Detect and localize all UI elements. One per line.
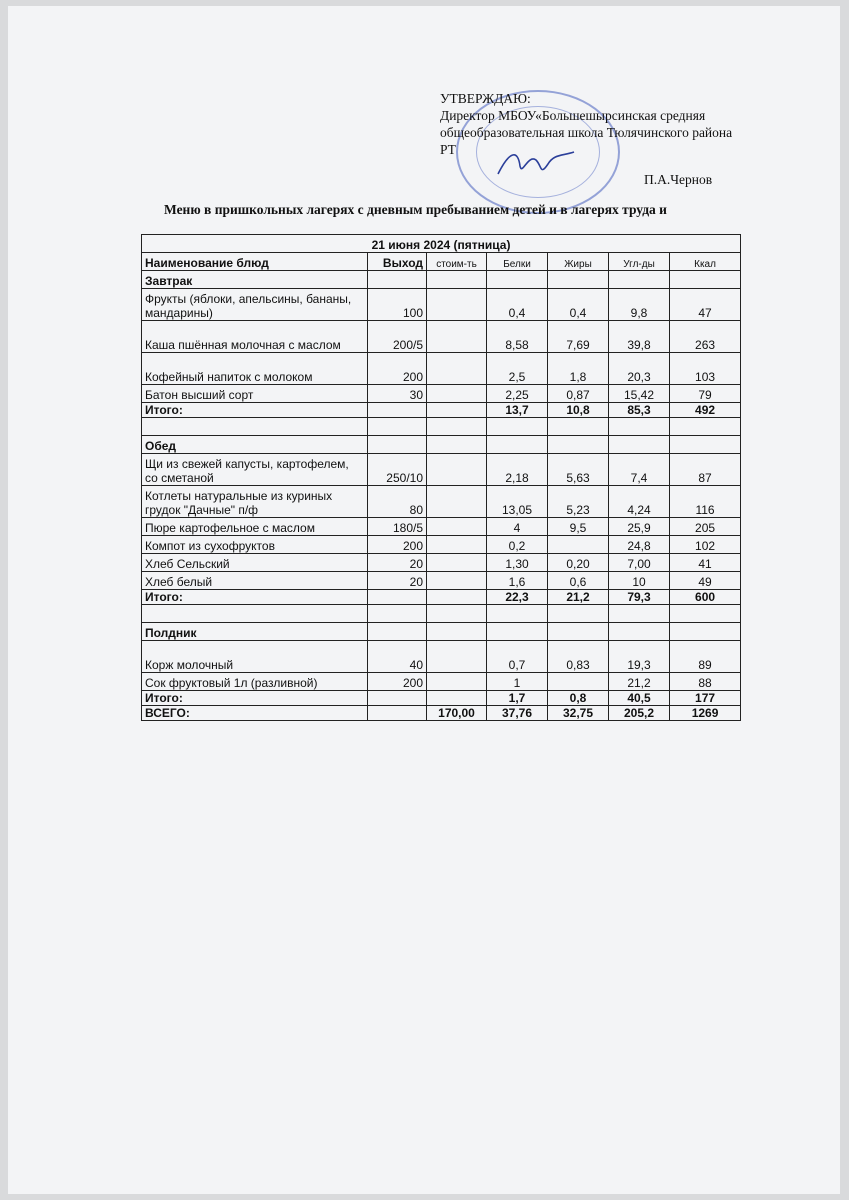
subtotal-kcal: 177	[670, 691, 741, 706]
dish-carbs: 25,9	[609, 518, 670, 536]
dish-yield: 20	[368, 572, 427, 590]
dish-protein: 0,7	[487, 641, 548, 673]
subtotal-label: Итого:	[142, 403, 368, 418]
table-row	[142, 385, 741, 403]
dish-fat: 7,69	[548, 321, 609, 353]
dish-cost	[427, 641, 487, 673]
dish-cost	[427, 673, 487, 691]
dish-kcal: 103	[670, 353, 741, 385]
dish-yield: 250/10	[368, 454, 427, 486]
dish-kcal: 87	[670, 454, 741, 486]
dish-yield: 200	[368, 673, 427, 691]
section-title-breakfast: Завтрак	[142, 271, 368, 289]
dish-cost	[427, 454, 487, 486]
dish-name: Каша пшённая молочная с маслом	[142, 321, 368, 353]
dish-name: Котлеты натуральные из куриных грудок "Дачные" п/ф	[142, 486, 368, 518]
dish-carbs: 7,4	[609, 454, 670, 486]
dish-cost	[427, 536, 487, 554]
dish-fat	[548, 536, 609, 554]
dish-fat: 0,20	[548, 554, 609, 572]
dish-fat: 5,23	[548, 486, 609, 518]
subtotal-row	[142, 403, 741, 418]
dish-protein: 2,5	[487, 353, 548, 385]
subtotal-label: Итого:	[142, 691, 368, 706]
dish-carbs: 10	[609, 572, 670, 590]
grand-total-kcal: 1269	[670, 706, 741, 721]
dish-carbs: 7,00	[609, 554, 670, 572]
subtotal-protein: 22,3	[487, 590, 548, 605]
dish-cost	[427, 289, 487, 321]
dish-carbs: 24,8	[609, 536, 670, 554]
dish-kcal: 47	[670, 289, 741, 321]
dish-name: Батон высший сорт	[142, 385, 368, 403]
dish-yield: 30	[368, 385, 427, 403]
menu-table	[141, 234, 741, 721]
dish-kcal: 41	[670, 554, 741, 572]
grand-total-row	[142, 706, 741, 721]
subtotal-carbs: 85,3	[609, 403, 670, 418]
table-row	[142, 536, 741, 554]
subtotal-protein: 13,7	[487, 403, 548, 418]
approval-heading: УТВЕРЖДАЮ:	[440, 91, 531, 106]
subtotal-kcal: 492	[670, 403, 741, 418]
dish-yield: 180/5	[368, 518, 427, 536]
dish-yield: 200	[368, 536, 427, 554]
dish-carbs: 15,42	[609, 385, 670, 403]
section-row	[142, 623, 741, 641]
dish-protein: 1,30	[487, 554, 548, 572]
dish-name: Сок фруктовый 1л (разливной)	[142, 673, 368, 691]
table-header-row	[142, 253, 741, 271]
section-row	[142, 436, 741, 454]
table-row	[142, 572, 741, 590]
dish-cost	[427, 321, 487, 353]
grand-total-carbs: 205,2	[609, 706, 670, 721]
dish-carbs: 21,2	[609, 673, 670, 691]
dish-name: Кофейный напиток с молоком	[142, 353, 368, 385]
dish-protein: 4	[487, 518, 548, 536]
dish-kcal: 88	[670, 673, 741, 691]
dish-carbs: 9,8	[609, 289, 670, 321]
table-row	[142, 353, 741, 385]
dish-fat: 0,6	[548, 572, 609, 590]
signer-name: П.А.Чернов	[644, 172, 713, 187]
grand-total-fat: 32,75	[548, 706, 609, 721]
approval-block	[440, 90, 732, 158]
header-protein: Белки	[487, 253, 548, 271]
table-row	[142, 673, 741, 691]
dish-kcal: 102	[670, 536, 741, 554]
spacer-row	[142, 418, 741, 436]
menu-date: 21 июня 2024 (пятница)	[142, 235, 741, 253]
dish-cost	[427, 518, 487, 536]
dish-yield: 20	[368, 554, 427, 572]
dish-yield: 200/5	[368, 321, 427, 353]
dish-cost	[427, 353, 487, 385]
dish-fat	[548, 673, 609, 691]
dish-protein: 2,18	[487, 454, 548, 486]
approval-position-line: Директор МБОУ«Большешырсинская средняя	[440, 108, 706, 123]
dish-name: Хлеб Сельский	[142, 554, 368, 572]
dish-fat: 0,83	[548, 641, 609, 673]
subtotal-label: Итого:	[142, 590, 368, 605]
subtotal-fat: 10,8	[548, 403, 609, 418]
table-row	[142, 518, 741, 536]
table-row	[142, 641, 741, 673]
dish-carbs: 4,24	[609, 486, 670, 518]
header-cost: стоим-ть	[427, 253, 487, 271]
subtotal-kcal: 600	[670, 590, 741, 605]
dish-name: Корж молочный	[142, 641, 368, 673]
dish-protein: 8,58	[487, 321, 548, 353]
dish-kcal: 263	[670, 321, 741, 353]
approval-position-line: общеобразовательная школа Тюлячинского района	[440, 125, 733, 140]
section-title-lunch: Обед	[142, 436, 368, 454]
dish-carbs: 39,8	[609, 321, 670, 353]
subtotal-protein: 1,7	[487, 691, 548, 706]
dish-protein: 0,2	[487, 536, 548, 554]
dish-kcal: 49	[670, 572, 741, 590]
dish-protein: 2,25	[487, 385, 548, 403]
header-fat: Жиры	[548, 253, 609, 271]
dish-kcal: 89	[670, 641, 741, 673]
subtotal-fat: 21,2	[548, 590, 609, 605]
dish-name: Компот из сухофруктов	[142, 536, 368, 554]
dish-protein: 13,05	[487, 486, 548, 518]
dish-fat: 0,87	[548, 385, 609, 403]
table-date-row	[142, 235, 741, 253]
section-row	[142, 271, 741, 289]
dish-yield: 80	[368, 486, 427, 518]
dish-protein: 1	[487, 673, 548, 691]
table-row	[142, 289, 741, 321]
subtotal-fat: 0,8	[548, 691, 609, 706]
header-kcal: Ккал	[670, 253, 741, 271]
dish-yield: 40	[368, 641, 427, 673]
dish-fat: 0,4	[548, 289, 609, 321]
dish-fat: 9,5	[548, 518, 609, 536]
dish-fat: 1,8	[548, 353, 609, 385]
dish-protein: 0,4	[487, 289, 548, 321]
dish-name: Фрукты (яблоки, апельсины, бананы, мандарины)	[142, 289, 368, 321]
dish-cost	[427, 572, 487, 590]
dish-cost	[427, 486, 487, 518]
dish-name: Хлеб белый	[142, 572, 368, 590]
table-row	[142, 321, 741, 353]
approval-position-line: РТ	[440, 142, 456, 157]
subtotal-carbs: 79,3	[609, 590, 670, 605]
dish-kcal: 79	[670, 385, 741, 403]
dish-protein: 1,6	[487, 572, 548, 590]
table-row	[142, 486, 741, 518]
dish-fat: 5,63	[548, 454, 609, 486]
subtotal-row	[142, 590, 741, 605]
subtotal-carbs: 40,5	[609, 691, 670, 706]
dish-yield: 100	[368, 289, 427, 321]
dish-kcal: 116	[670, 486, 741, 518]
table-row	[142, 454, 741, 486]
header-carbs: Угл-ды	[609, 253, 670, 271]
dish-cost	[427, 385, 487, 403]
dish-name: Щи из свежей капусты, картофелем, со сметаной	[142, 454, 368, 486]
dish-kcal: 205	[670, 518, 741, 536]
grand-total-cost: 170,00	[427, 706, 487, 721]
table-row	[142, 554, 741, 572]
dish-carbs: 20,3	[609, 353, 670, 385]
grand-total-protein: 37,76	[487, 706, 548, 721]
dish-name: Пюре картофельное с маслом	[142, 518, 368, 536]
dish-carbs: 19,3	[609, 641, 670, 673]
dish-yield: 200	[368, 353, 427, 385]
section-title-snack: Полдник	[142, 623, 368, 641]
header-name: Наименование блюд	[142, 253, 368, 271]
grand-total-label: ВСЕГО:	[142, 706, 368, 721]
spacer-row	[142, 605, 741, 623]
document-title: Меню в пришкольных лагерях с дневным пребыванием детей и в лагерях труда и	[164, 202, 667, 217]
dish-cost	[427, 554, 487, 572]
subtotal-row	[142, 691, 741, 706]
header-yield: Выход	[368, 253, 427, 271]
